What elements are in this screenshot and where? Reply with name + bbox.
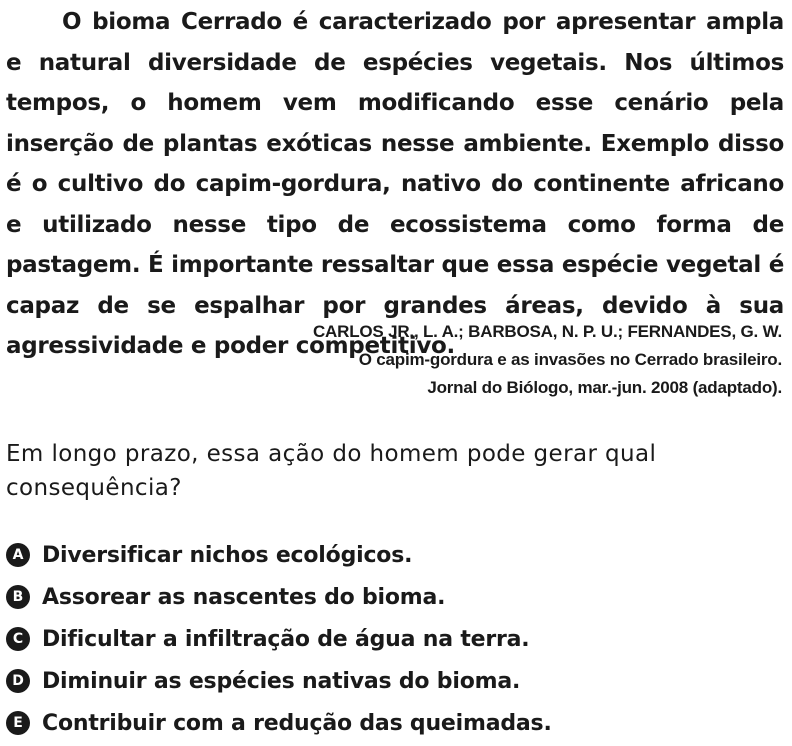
citation-title: O capim-gordura e as invasões no Cerrado brasileiro. — [358, 350, 782, 369]
option-letter-d-icon: D — [6, 669, 30, 693]
option-text-d: Diminuir as espécies nativas do bioma. — [42, 668, 521, 694]
question-text: Em longo prazo, essa ação do homem pode gerar qual consequência? — [6, 441, 657, 501]
option-text-c: Dificultar a infiltração de água na terra. — [42, 626, 530, 652]
answer-options — [6, 534, 552, 744]
citation-source — [313, 374, 782, 402]
option-b[interactable] — [6, 576, 552, 618]
option-e[interactable] — [6, 702, 552, 744]
option-letter-c-icon: C — [6, 627, 30, 651]
option-a[interactable] — [6, 534, 552, 576]
citation — [313, 318, 782, 402]
option-letter-b-icon: B — [6, 585, 30, 609]
passage-text: O bioma Cerrado é caracterizado por apresentar ampla e natural diversidade de espécies vegetais. Nos últimos tempos, o homem vem modificando esse cenário pela inserção de plantas exóticas nesse ambiente. Exemplo disso é o cultivo do capim-gordura, nativo do continente africano e utilizado nesse tipo de ecossistema como forma de pastagem. É importante ressaltar que essa espécie vegetal é capaz de se espalhar por grandes áreas, devido à sua agressividade e poder competitivo. — [6, 9, 784, 359]
citation-details: , mar.-jun. 2008 (adaptado). — [568, 378, 782, 397]
citation-journal: Jornal do Biólogo — [427, 378, 569, 397]
option-c[interactable] — [6, 618, 552, 660]
citation-authors: CARLOS JR., L. A.; BARBOSA, N. P. U.; FERNANDES, G. W. — [312, 322, 782, 341]
option-letter-e-icon: E — [6, 711, 30, 735]
option-text-e: Contribuir com a redução das queimadas. — [42, 710, 552, 736]
option-letter-a-icon: A — [6, 543, 30, 567]
option-text-a: Diversificar nichos ecológicos. — [42, 542, 413, 568]
option-d[interactable] — [6, 660, 552, 702]
option-text-b: Assorear as nascentes do bioma. — [42, 584, 446, 610]
